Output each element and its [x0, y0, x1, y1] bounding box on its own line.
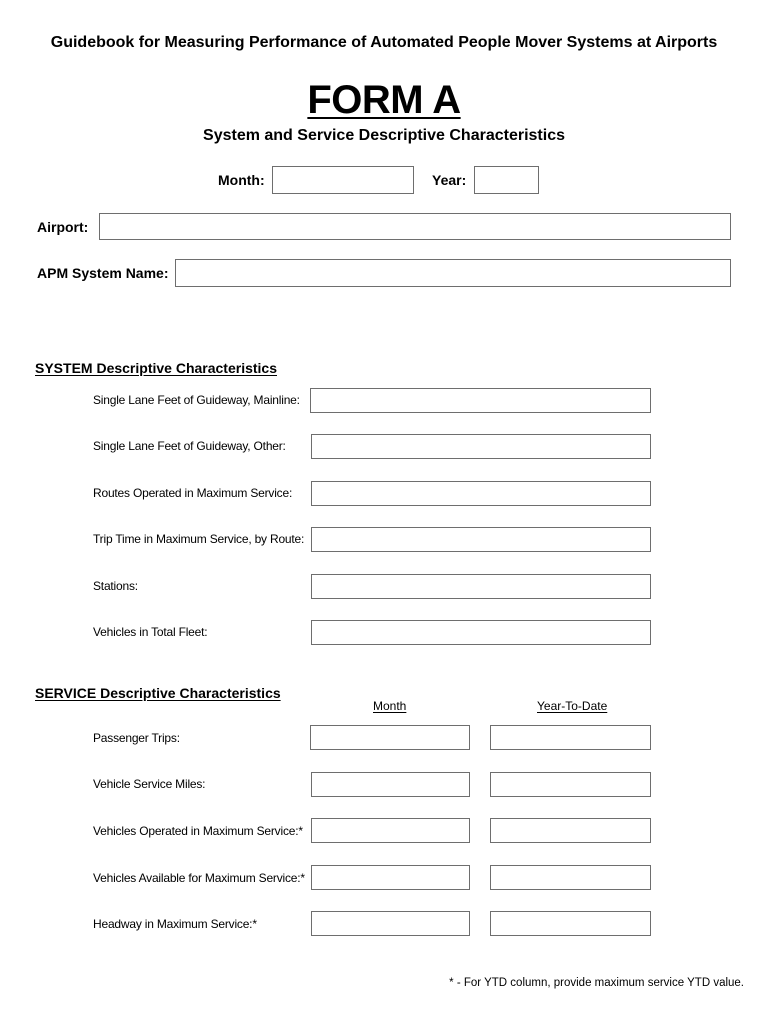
service-row-label: Vehicles Available for Maximum Service:* — [93, 871, 305, 885]
month-label: Month: — [218, 172, 265, 188]
airport-field[interactable] — [99, 213, 731, 240]
system-row-label: Single Lane Feet of Guideway, Other: — [93, 439, 286, 453]
year-label: Year: — [432, 172, 467, 188]
routes-operated-field[interactable] — [311, 481, 651, 506]
form-title-text: FORM A — [307, 78, 461, 122]
service-row-label: Vehicles Operated in Maximum Service:* — [93, 824, 303, 838]
headway-ytd-field[interactable] — [490, 911, 651, 936]
vehicles-available-month-field[interactable] — [311, 865, 470, 890]
airport-label: Airport: — [37, 219, 89, 235]
guideway-other-field[interactable] — [311, 434, 651, 459]
service-row-label: Vehicle Service Miles: — [93, 777, 206, 791]
passenger-trips-ytd-field[interactable] — [490, 725, 651, 750]
service-section-title: SERVICE Descriptive Characteristics — [35, 685, 281, 701]
system-section-title: SYSTEM Descriptive Characteristics — [35, 360, 277, 376]
system-row-label: Vehicles in Total Fleet: — [93, 625, 208, 639]
vehicles-available-ytd-field[interactable] — [490, 865, 651, 890]
trip-time-field[interactable] — [311, 527, 651, 552]
ytd-column-header: Year-To-Date — [537, 699, 608, 713]
system-row-label: Single Lane Feet of Guideway, Mainline: — [93, 393, 300, 407]
apm-system-name-label: APM System Name: — [37, 265, 169, 281]
system-row-label: Trip Time in Maximum Service, by Route: — [93, 532, 305, 546]
vehicles-operated-ytd-field[interactable] — [490, 818, 651, 843]
service-row-label: Headway in Maximum Service:* — [93, 917, 257, 931]
year-field[interactable] — [474, 166, 539, 194]
form-subtitle: System and Service Descriptive Characteristics — [203, 127, 565, 144]
apm-system-name-field[interactable] — [175, 259, 731, 287]
footnote: * - For YTD column, provide maximum service YTD value. — [449, 977, 744, 989]
vehicles-operated-month-field[interactable] — [311, 818, 470, 843]
month-column-header: Month — [373, 699, 407, 713]
system-row-label: Stations: — [93, 579, 138, 593]
vehicle-service-miles-month-field[interactable] — [311, 772, 470, 797]
guidebook-title: Guidebook for Measuring Performance of Automated People Mover Systems at Airports — [50, 34, 718, 51]
stations-field[interactable] — [311, 574, 651, 599]
service-row-label: Passenger Trips: — [93, 731, 180, 745]
form-title — [0, 78, 768, 123]
vehicles-total-fleet-field[interactable] — [311, 620, 651, 645]
month-field[interactable] — [272, 166, 414, 194]
passenger-trips-month-field[interactable] — [310, 725, 470, 750]
vehicle-service-miles-ytd-field[interactable] — [490, 772, 651, 797]
guideway-mainline-field[interactable] — [310, 388, 651, 413]
system-row-label: Routes Operated in Maximum Service: — [93, 486, 293, 500]
headway-month-field[interactable] — [311, 911, 470, 936]
